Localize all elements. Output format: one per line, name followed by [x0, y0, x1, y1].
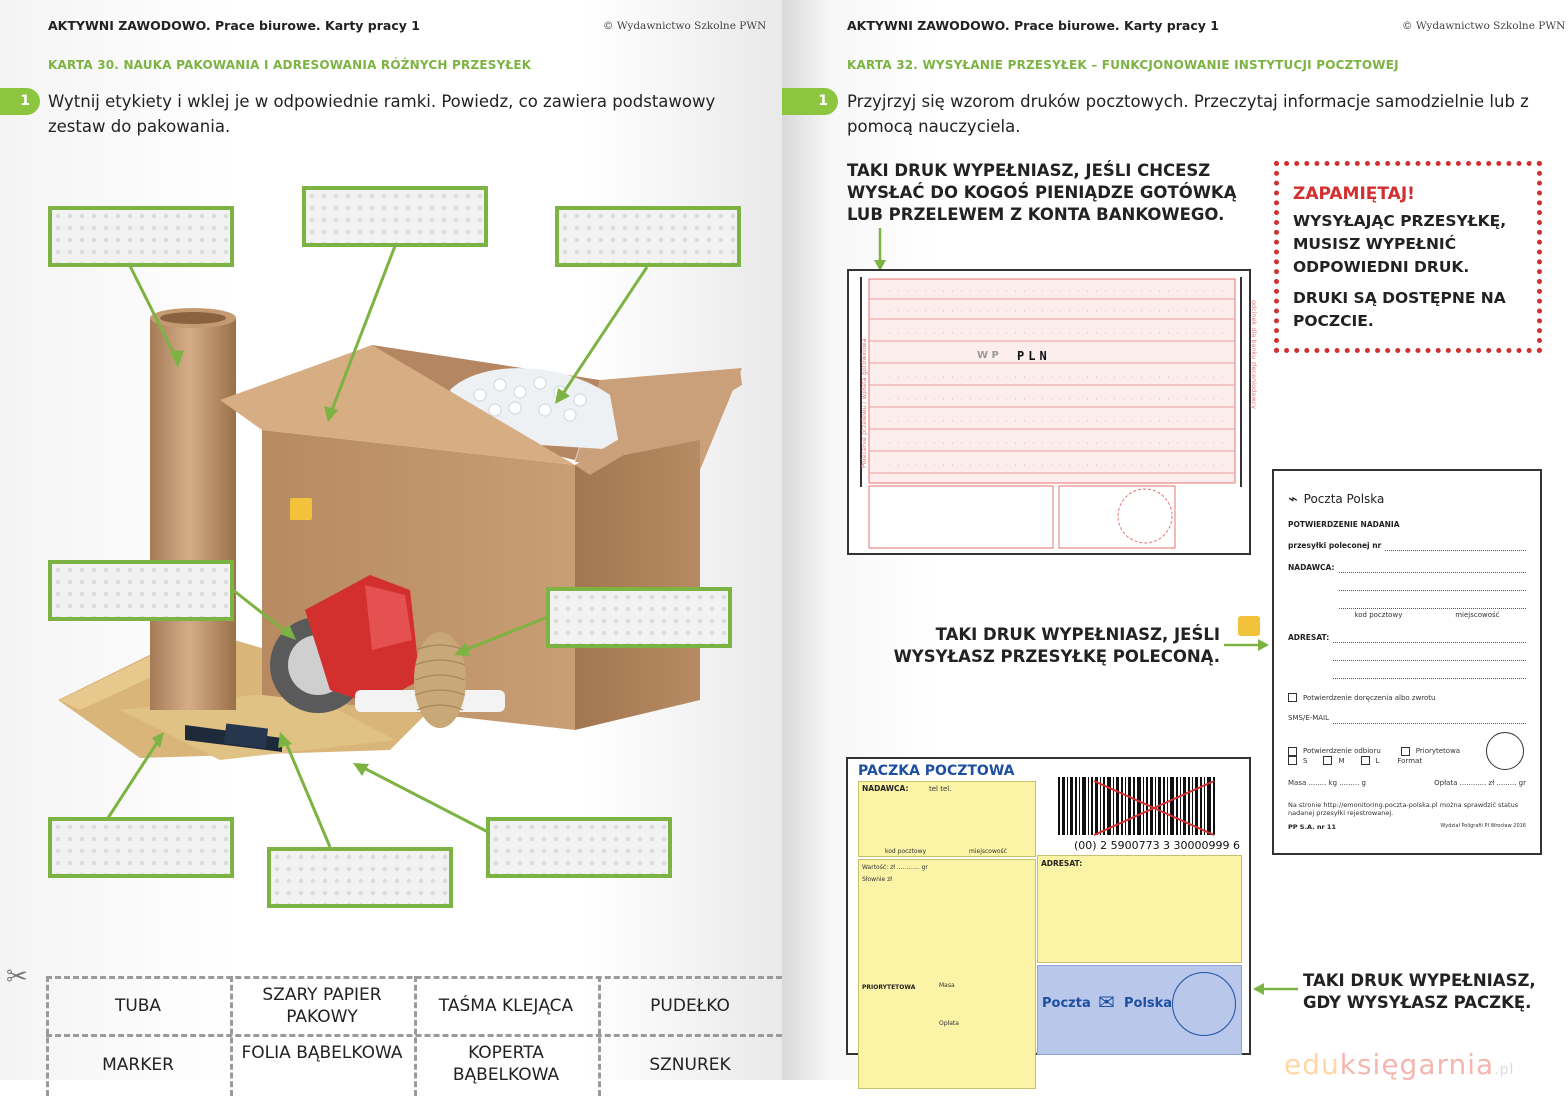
- remember-box: [1274, 161, 1542, 353]
- money-form-side-label: Polecenie przelewu / wpłata gotówkowa: [860, 338, 868, 468]
- publisher-note-right: © Wydawnictwo Szkolne PWN: [1402, 20, 1566, 32]
- money-form-right-label: odcinek dla banku zleceniodawcy: [1250, 300, 1258, 409]
- watermark-logo: [1284, 1048, 1514, 1081]
- money-form-wp: W P: [977, 350, 999, 361]
- parcel-brand-left: Poczta: [1042, 996, 1091, 1011]
- parcel-sender-area: [858, 781, 1036, 857]
- remember-line-1: WYSYŁAJĄC PRZESYŁKĘ, MUSISZ WYPEŁNIĆ ODPOWIEDNI DRUK.: [1293, 212, 1507, 276]
- confirm-footer-text: Na stronie http://emonitoring.poczta-polska.pl można sprawdzić status nadanej przesyłki rejestrowanej.: [1288, 801, 1519, 817]
- parcel-form-caption: TAKI DRUK WYPEŁNIASZ, GDY WYSYŁASZ PACZKĘ.: [1303, 971, 1536, 1012]
- money-form-currency: PLN: [1017, 349, 1051, 363]
- remember-line-2: DRUKI SĄ DOSTĘPNE NA POCZCIE.: [1293, 289, 1506, 330]
- size-m-label: M: [1338, 756, 1345, 765]
- size-l-checkbox[interactable]: [1361, 756, 1370, 765]
- money-form-grid: [849, 271, 1253, 557]
- registered-form-caption: TAKI DRUK WYPEŁNIASZ, JEŚLI WYSYŁASZ PRZESYŁKĘ POLECONĄ.: [893, 625, 1220, 666]
- confirm-registered-label: przesyłki poleconej nr: [1288, 541, 1382, 550]
- left-page: [0, 0, 782, 1085]
- label-frame-3[interactable]: [555, 206, 741, 267]
- return-receipt-checkbox[interactable]: [1288, 693, 1297, 702]
- publisher-note: © Wydawnictwo Szkolne PWN: [603, 20, 767, 32]
- barcode-number: (00) 2 5900773 3 30000999 6: [1074, 839, 1241, 852]
- confirm-brand: Poczta Polska: [1303, 491, 1385, 506]
- label-frame-5[interactable]: [546, 587, 732, 648]
- confirm-sender-label: NADAWCA:: [1288, 563, 1335, 572]
- remember-title: ZAPAMIĘTAJ!: [1293, 184, 1415, 204]
- confirm-addressee-label: ADRESAT:: [1288, 633, 1330, 642]
- parcel-details-area: [858, 859, 1036, 1089]
- barcode-icon: [1054, 777, 1224, 841]
- label-frame-4[interactable]: [48, 560, 234, 621]
- confirm-priority-label: Priorytetowa: [1415, 747, 1461, 755]
- parcel-brand-area: [1037, 965, 1242, 1055]
- confirm-ref: PP S.A. nr 11: [1288, 823, 1336, 831]
- confirm-postcode-label: kod pocztowy: [1354, 611, 1403, 619]
- task-instruction-right: Przyjrzyj się wzorom druków pocztowych. Przeczytaj informacje samodzielnie lub z pomocą nauczyciela.: [847, 92, 1529, 136]
- format-label: Format: [1397, 756, 1423, 765]
- confirm-return-receipt: Potwierdzenie doręczenia albo zwrotu: [1303, 693, 1436, 702]
- size-s-label: S: [1303, 756, 1308, 765]
- arrow-right-icon: [1224, 638, 1270, 652]
- parcel-sender-postcode: kod pocztowy: [885, 848, 927, 855]
- confirm-title: POTWIERDZENIE NADANIA: [1288, 520, 1400, 529]
- parcel-value-label: Wartość: zł ............ gr: [862, 864, 928, 871]
- label-frame-6[interactable]: [48, 817, 234, 878]
- cut-label-tube[interactable]: TUBA: [114, 996, 162, 1016]
- arrow-left-icon: [1252, 982, 1298, 996]
- priority-checkbox[interactable]: [1401, 747, 1410, 756]
- post-horn-icon: ⌁: [1288, 489, 1298, 508]
- label-frame-2[interactable]: [302, 186, 488, 247]
- label-frame-8[interactable]: [486, 817, 672, 878]
- cut-label-box[interactable]: PUDEŁKO: [650, 996, 730, 1016]
- parcel-mass-label: Masa: [939, 982, 955, 989]
- parcel-title: PACZKA POCZTOWA: [858, 763, 1015, 779]
- post-horn-icon-parcel: ✉: [1098, 990, 1115, 1014]
- watermark-part3: .pl: [1494, 1062, 1515, 1078]
- packing-kit-illustration: [0, 0, 782, 940]
- pickup-checkbox[interactable]: [1288, 747, 1297, 756]
- confirm-sms-label: SMS/E-MAIL: [1288, 714, 1330, 722]
- size-m-checkbox[interactable]: [1323, 756, 1332, 765]
- parcel-words-label: Słownie zł: [862, 876, 893, 883]
- parcel-postmark-circle: [1172, 972, 1236, 1036]
- size-l-label: L: [1375, 756, 1380, 765]
- cut-out-labels: [46, 976, 782, 1096]
- parcel-priority-label: PRIORYTETOWA: [862, 984, 916, 991]
- registered-mail-confirmation-form: [1272, 469, 1542, 855]
- parcel-addressee-area: [1037, 855, 1242, 963]
- comment-icon[interactable]: [1238, 616, 1260, 636]
- cut-label-bubble-envelope[interactable]: KOPERTA BĄBELKOWA: [452, 1043, 560, 1085]
- twine-spool: [414, 632, 466, 728]
- confirm-pickup-label: Potwierdzenie odbioru: [1303, 747, 1381, 755]
- label-frame-7[interactable]: [267, 847, 453, 908]
- arrow-down-icon: [872, 228, 888, 272]
- parcel-sender-tel: tel tel.: [929, 785, 952, 793]
- cardboard-tube: [150, 318, 236, 710]
- card-title-right: KARTA 32. WYSYŁANIE PRZESYŁEK – FUNKCJONOWANIE INSTYTUCJI POCZTOWEJ: [847, 58, 1399, 72]
- parcel-sender-city: miejscowość: [969, 848, 1007, 855]
- cut-label-tape[interactable]: TAŚMA KLEJĄCA: [438, 996, 574, 1016]
- task-instruction: Wytnij etykiety i wklej je w odpowiednie ramki. Powiedz, co zawiera podstawowy zestaw do pakowania.: [48, 92, 716, 136]
- cut-label-bubble-wrap[interactable]: FOLIA BĄBELKOWA: [241, 1043, 403, 1063]
- confirm-printer: Wydział Poligrafii PI Wrocław 2016: [1440, 823, 1526, 829]
- confirm-city-label: miejscowość: [1455, 611, 1500, 619]
- parcel-sender-label: NADAWCA:: [862, 784, 909, 793]
- task-number-badge-right: 1: [782, 88, 838, 115]
- cut-label-twine[interactable]: SZNUREK: [649, 1055, 731, 1075]
- header-title-right: AKTYWNI ZAWODOWO. Prace biurowe. Karty pracy 1: [847, 18, 1219, 33]
- header-title: AKTYWNI ZAWODOWO. Prace biurowe. Karty pracy 1: [48, 18, 420, 33]
- cut-label-marker[interactable]: MARKER: [102, 1055, 174, 1075]
- money-form-caption: TAKI DRUK WYPEŁNIASZ, JEŚLI CHCESZ WYSŁAĆ DO KOGOŚ PIENIĄDZE GOTÓWKĄ LUB PRZELEWEM Z KONTA BANKOWEGO.: [847, 161, 1237, 224]
- postmark-circle: [1486, 732, 1524, 770]
- label-frame-1[interactable]: [48, 206, 234, 267]
- confirm-fee-label: Opłata ............ zł ......... gr: [1434, 779, 1526, 787]
- parcel-addressee-label: ADRESAT:: [1041, 859, 1083, 868]
- watermark-part2: księgarnia: [1339, 1048, 1495, 1081]
- parcel-form: [846, 757, 1251, 1055]
- size-s-checkbox[interactable]: [1288, 756, 1297, 765]
- parcel-fee-label: Opłata: [939, 1020, 959, 1027]
- card-title: KARTA 30. NAUKA PAKOWANIA I ADRESOWANIA RÓŻNYCH PRZESYŁEK: [48, 58, 532, 72]
- confirm-mass-label: Masa ........ kg ......... g: [1288, 779, 1366, 787]
- money-transfer-form: [847, 269, 1258, 555]
- parcel-brand-right: Polska: [1124, 996, 1173, 1011]
- task-number-badge: 1: [0, 88, 40, 115]
- cut-label-kraft-paper[interactable]: SZARY PAPIER PAKOWY: [262, 985, 382, 1027]
- scissors-icon: ✂: [6, 962, 28, 992]
- watermark-part1: edu: [1284, 1048, 1340, 1081]
